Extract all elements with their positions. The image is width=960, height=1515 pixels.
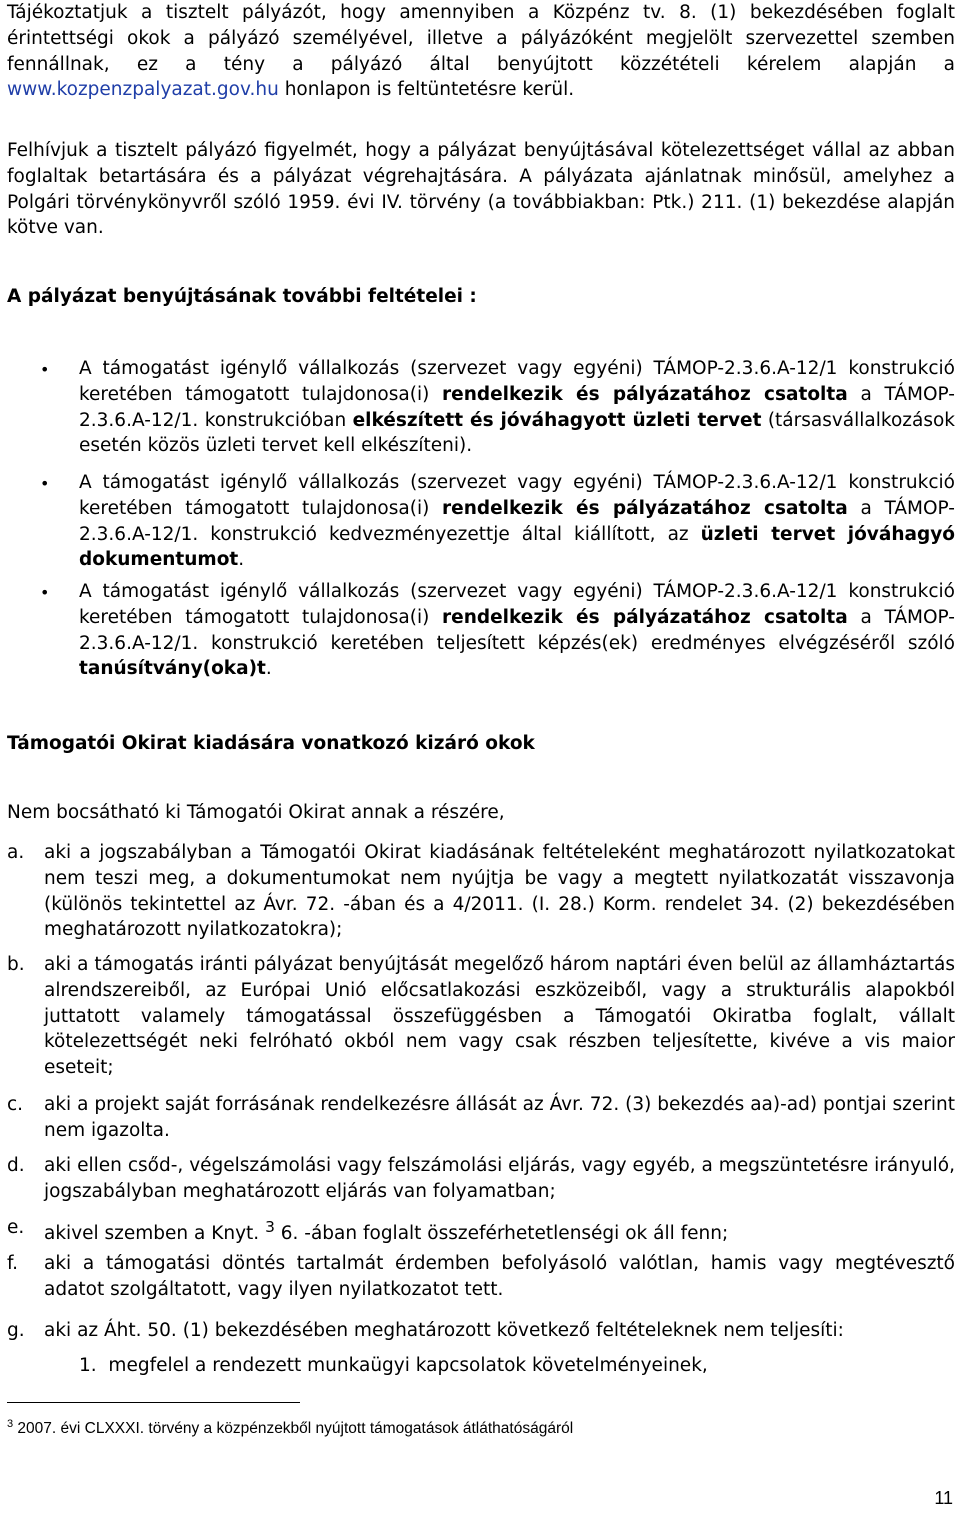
exclusion-item-d: aki ellen csőd-, végelszámolási vagy felszámolási eljárás, vagy egyéb, a megszüntetésre irányuló, jogszabályban meghatározott eljárás van folyamatban; xyxy=(44,1155,955,1202)
exclusion-text: akivel szemben a Knyt. xyxy=(44,1223,266,1245)
bullet-icon: • xyxy=(40,474,50,493)
footnote-divider xyxy=(7,1402,300,1403)
condition-bold: üzleti tervet jóváhagyó dokumentumot xyxy=(79,523,955,571)
condition-text: A támogatást igénylő vállalkozás (szervezet vagy egyéni) TÁMOP-2.3.6.A-12/1 konstrukció keretében támogatott tulajdonosa(i) xyxy=(79,472,955,519)
condition-bold: rendelkezik és pályázatához csatolta xyxy=(442,497,848,519)
condition-item-1 xyxy=(79,356,955,459)
footnote-number: 3 xyxy=(7,1418,14,1430)
exclusion-item-e xyxy=(44,1215,955,1247)
sub-item-text: megfelel a rendezett munkaügyi kapcsolatok követelményeinek, xyxy=(108,1355,708,1376)
condition-text: A támogatást igénylő vállalkozás (szervezet vagy egyéni) TÁMOP-2.3.6.A-12/1 konstrukció keretében támogatott tulajdonosa(i) xyxy=(79,581,955,628)
exclusion-item-a: aki a jogszabályban a Támogatói Okirat kiadásának feltételeként meghatározott nyilatkozatokat nem teszi meg, a dokumentumokat nem nyújtja be vagy a megtett nyilatkozatát visszavonja (különös tekintettel az Ávr. 72. -ában és a 4/2011. (I. 28.) Korm. rendelet 34. (2) bekezdésében meghatározott nyilatkozatokra); xyxy=(44,842,955,941)
condition-bold: elkészített és jóváhagyott üzleti tervet xyxy=(352,409,762,431)
intro-paragraph-1 xyxy=(7,0,955,103)
intro-text: Tájékoztatjuk a tisztelt pályázót, hogy amennyiben a Közpénz tv. 8. (1) bekezdésében foglalt érintettségi okok a pályázó személyével, illetve a pályázóként megjelölt szervezettel szemben fennállnak, ez a tény a pályázó által benyújtott közzétételi kérelem alapján a xyxy=(7,2,955,75)
intro-paragraph-2: Felhívjuk a tisztelt pályázó figyelmét, hogy a pályázat benyújtásával kötelezettséget vállal az abban foglaltak betartására és a pályázat végrehajtására. A pályázata ajánlatnak minősül, amelyhez a Polgári törvénykönyvről szóló 1959. évi IV. törvény (a továbbiakban: Ptk.) 211. (1) bekezdése alapján kötve van. xyxy=(7,140,955,239)
exclusion-item-b: aki a támogatás iránti pályázat benyújtását megelőző három naptári éven belül az államháztartás alrendszereiből, az Európai Unió előcsatlakozási eszközeiből, vagy a strukturális alapokból juttatott valamely támogatással összefüggésben a Támogatói Okiratba foglalt, vállalt kötelezettségét neki felróható okból nem vagy csak részben teljesítette, kivéve a vis maior eseteit; xyxy=(44,954,955,1079)
condition-text: . xyxy=(265,658,272,680)
condition-text: (társasvállalkozások esetén közös üzleti tervet kell elkészíteni). xyxy=(79,409,955,457)
exclusion-item-c: aki a projekt saját forrásának rendelkezésre állását az Ávr. 72. (3) bekezdés aa)-ad) pontjai szerint nem igazolta. xyxy=(44,1094,955,1141)
intro-text-end: honlapon is feltüntetésre kerül. xyxy=(278,79,575,101)
condition-bold: tanúsítvány(oka)t xyxy=(79,658,266,680)
footnote xyxy=(7,1418,573,1438)
exclusion-item-g: aki az Áht. 50. (1) bekezdésében meghatározott következő feltételeknek nem teljesíti: xyxy=(44,1320,844,1341)
page-number: 11 xyxy=(934,1488,953,1508)
exclusions-intro: Nem bocsátható ki Támogatói Okirat annak a részére, xyxy=(7,802,505,823)
condition-item-3 xyxy=(79,579,955,682)
conditions-heading: A pályázat benyújtásának további feltételei : xyxy=(7,286,477,307)
list-marker: g. xyxy=(7,1320,25,1341)
condition-text: . xyxy=(238,549,245,571)
kozpenzpalyazat-link[interactable]: www.kozpenzpalyazat.gov.hu xyxy=(7,79,279,101)
exclusion-item-f: aki a támogatási döntés tartalmát érdemben befolyásoló valótlan, hamis vagy megtévesztő adatot szolgáltatott, vagy ilyen nyilatkozatot tett. xyxy=(44,1253,955,1300)
exclusion-text: 6. -ában foglalt összeférhetetlenségi ok áll fenn; xyxy=(274,1223,729,1245)
condition-text: a TÁMOP-2.3.6.A-12/1. konstrukcióban xyxy=(79,383,955,431)
sub-item-number: 1. xyxy=(79,1355,97,1376)
list-marker: f. xyxy=(7,1253,19,1274)
footnote-reference[interactable]: 3 xyxy=(265,1218,275,1236)
condition-item-2 xyxy=(79,470,955,573)
condition-bold: rendelkezik és pályázatához csatolta xyxy=(442,383,848,405)
list-marker: d. xyxy=(7,1155,25,1176)
bullet-icon: • xyxy=(40,583,50,602)
list-marker: e. xyxy=(7,1217,25,1238)
bullet-icon: • xyxy=(40,360,50,379)
list-marker: a. xyxy=(7,842,25,863)
list-marker: c. xyxy=(7,1094,24,1115)
condition-bold: rendelkezik és pályázatához csatolta xyxy=(442,606,848,628)
footnote-text: 2007. évi CLXXXI. törvény a közpénzekből nyújtott támogatások átláthatóságáról xyxy=(13,1420,574,1438)
exclusions-heading: Támogatói Okirat kiadására vonatkozó kizáró okok xyxy=(7,733,535,754)
condition-text: a TÁMOP-2.3.6.A-12/1. konstrukció keretében teljesített képzés(ek) eredményes elvégzéséről szóló xyxy=(79,606,955,654)
sub-item-1 xyxy=(79,1353,708,1379)
condition-text: a TÁMOP-2.3.6.A-12/1. konstrukció kedvezményezettje által kiállított, az xyxy=(79,497,955,545)
list-marker: b. xyxy=(7,954,25,975)
condition-text: A támogatást igénylő vállalkozás (szervezet vagy egyéni) TÁMOP-2.3.6.A-12/1 konstrukció keretében támogatott tulajdonosa(i) xyxy=(79,358,955,405)
